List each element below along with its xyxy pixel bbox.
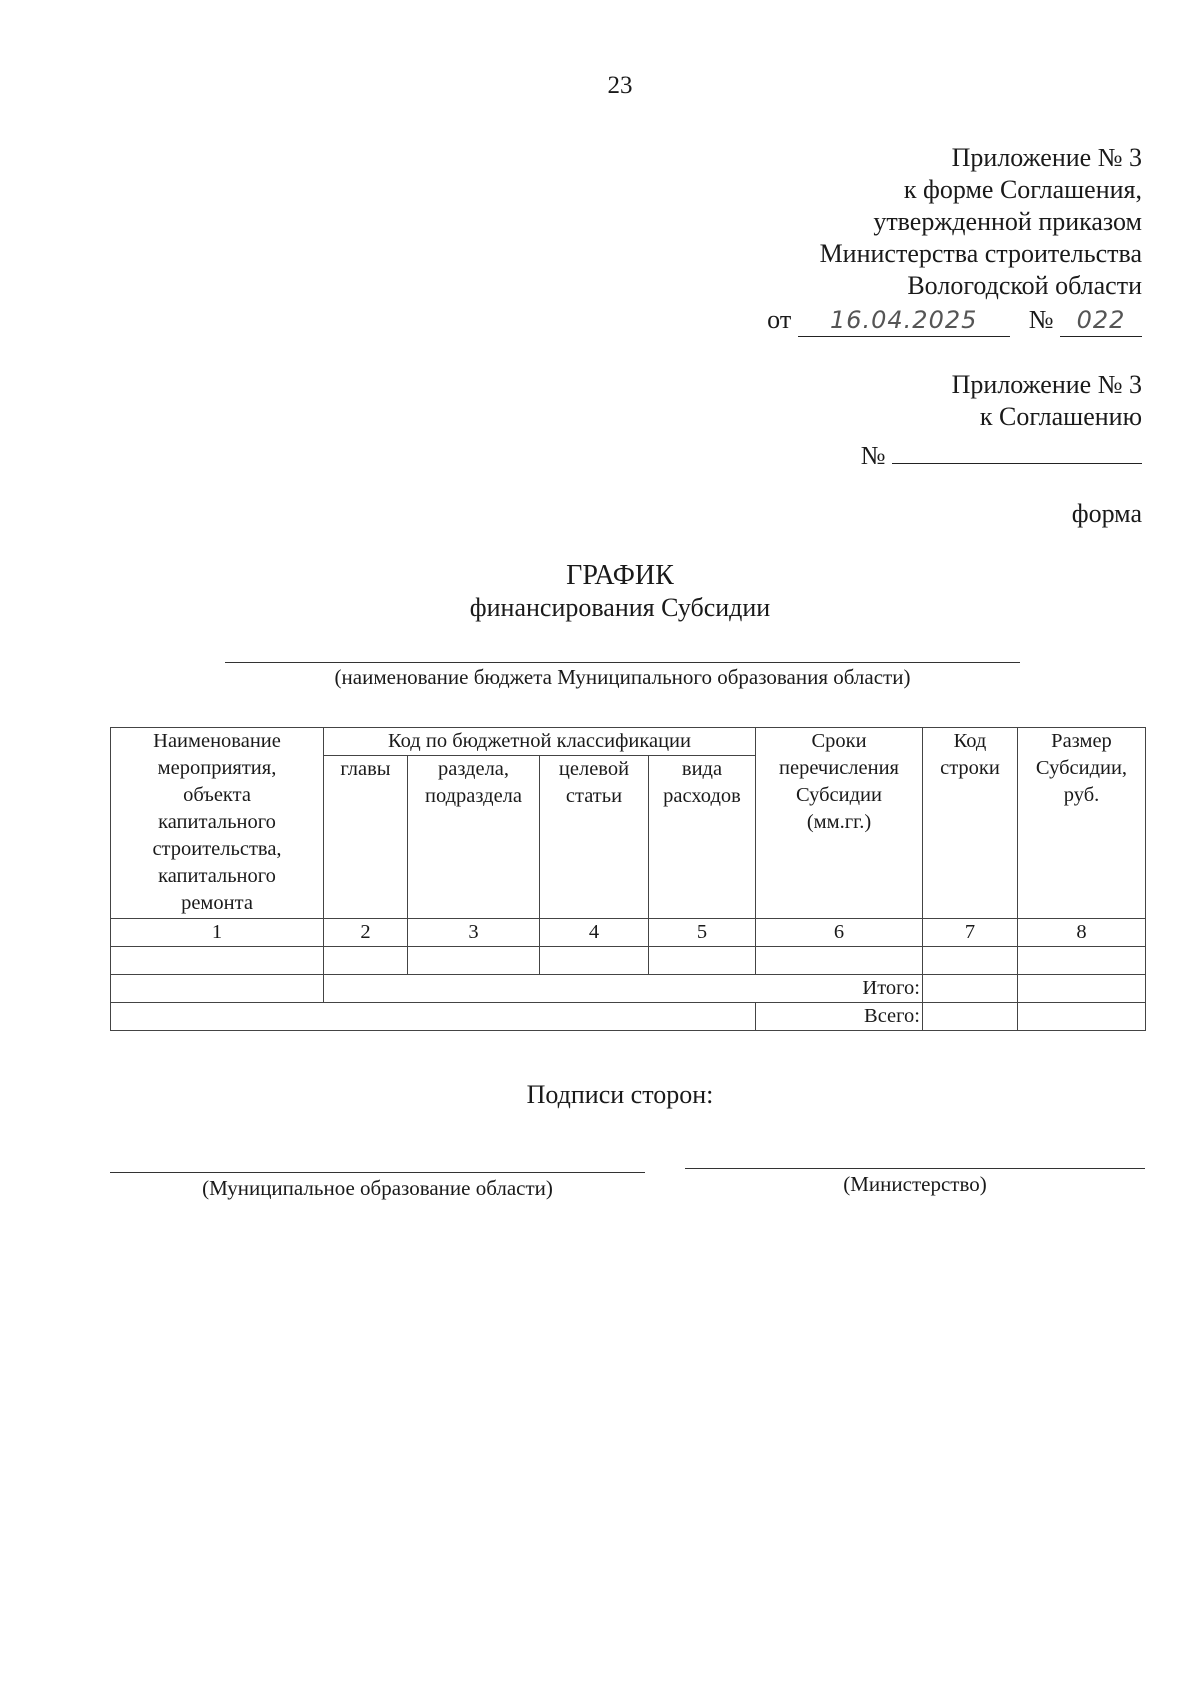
budget-name-caption: (наименование бюджета Муниципального образования области) — [334, 665, 911, 689]
column-number: 7 — [923, 919, 1018, 947]
signature-line-ministry — [685, 1168, 1145, 1169]
header-subsidy-amount: Размер Субсидии, руб. — [1018, 728, 1146, 919]
appendix-line: утвержденной приказом — [873, 207, 1142, 236]
empty-cell — [756, 947, 923, 975]
number-prefix: № — [860, 441, 886, 470]
column-number-row — [111, 919, 1146, 947]
appendix-line: к Соглашению — [979, 402, 1142, 431]
budget-name-line — [225, 662, 1020, 663]
empty-cell — [1018, 1003, 1146, 1031]
empty-cell — [111, 1003, 756, 1031]
header-section: раздела, подраздела — [408, 756, 540, 919]
header-row-code: Код строки — [923, 728, 1018, 919]
header-target-item: целевой статьи — [540, 756, 649, 919]
header-chapter: главы — [324, 756, 408, 919]
signature-caption-municipality: (Муниципальное образование области) — [202, 1176, 553, 1200]
financing-schedule-table — [110, 727, 1146, 1031]
empty-cell — [1018, 975, 1146, 1003]
signature-caption-ministry: (Министерство) — [843, 1172, 987, 1196]
column-number: 4 — [540, 919, 649, 947]
empty-cell — [324, 947, 408, 975]
appendix-header-agreement — [861, 369, 1142, 472]
form-label: форма — [1071, 499, 1142, 528]
empty-cell — [540, 947, 649, 975]
appendix-line: Приложение № 3 — [951, 143, 1142, 172]
empty-cell — [1018, 947, 1146, 975]
table-row — [111, 947, 1146, 975]
empty-cell — [923, 947, 1018, 975]
column-number: 6 — [756, 919, 923, 947]
empty-cell — [111, 975, 324, 1003]
appendix-line: Вологодской области — [907, 271, 1142, 300]
number-prefix: № — [1028, 305, 1054, 334]
appendix-line: Приложение № 3 — [951, 370, 1142, 399]
empty-cell — [408, 947, 540, 975]
column-number: 1 — [111, 919, 324, 947]
header-expense-type: вида расходов — [649, 756, 756, 919]
column-number: 5 — [649, 919, 756, 947]
signature-line-municipality — [110, 1172, 645, 1173]
subtotal-row — [111, 975, 1146, 1003]
order-number-handwritten: 022 — [1060, 304, 1142, 337]
header-activity-name: Наименование мероприятия, объекта капитального строительства, капитального ремонта — [111, 728, 324, 919]
empty-cell — [649, 947, 756, 975]
header-budget-classification-code: Код по бюджетной классификации — [324, 728, 756, 756]
total-label: Всего: — [756, 1003, 923, 1031]
page-number: 23 — [607, 72, 633, 99]
agreement-number-line — [861, 439, 1142, 472]
total-row — [111, 1003, 1146, 1031]
appendix-header-order — [767, 142, 1142, 337]
subtotal-label: Итого: — [324, 975, 923, 1003]
appendix-line: Министерства строительства — [819, 239, 1142, 268]
signatures-heading: Подписи сторон: — [526, 1080, 714, 1109]
order-date-handwritten: 16.04.2025 — [798, 304, 1010, 337]
document-subtitle: финансирования Субсидии — [469, 593, 771, 622]
order-date-number-line — [767, 304, 1142, 337]
document-title: ГРАФИК — [566, 560, 674, 591]
column-number: 3 — [408, 919, 540, 947]
date-prefix: от — [767, 305, 792, 334]
empty-cell — [923, 1003, 1018, 1031]
empty-cell — [111, 947, 324, 975]
column-number: 8 — [1018, 919, 1146, 947]
agreement-number-blank — [892, 439, 1142, 464]
header-transfer-dates: Сроки перечисления Субсидии (мм.гг.) — [756, 728, 923, 919]
appendix-line: к форме Соглашения, — [903, 175, 1142, 204]
column-number: 2 — [324, 919, 408, 947]
empty-cell — [923, 975, 1018, 1003]
